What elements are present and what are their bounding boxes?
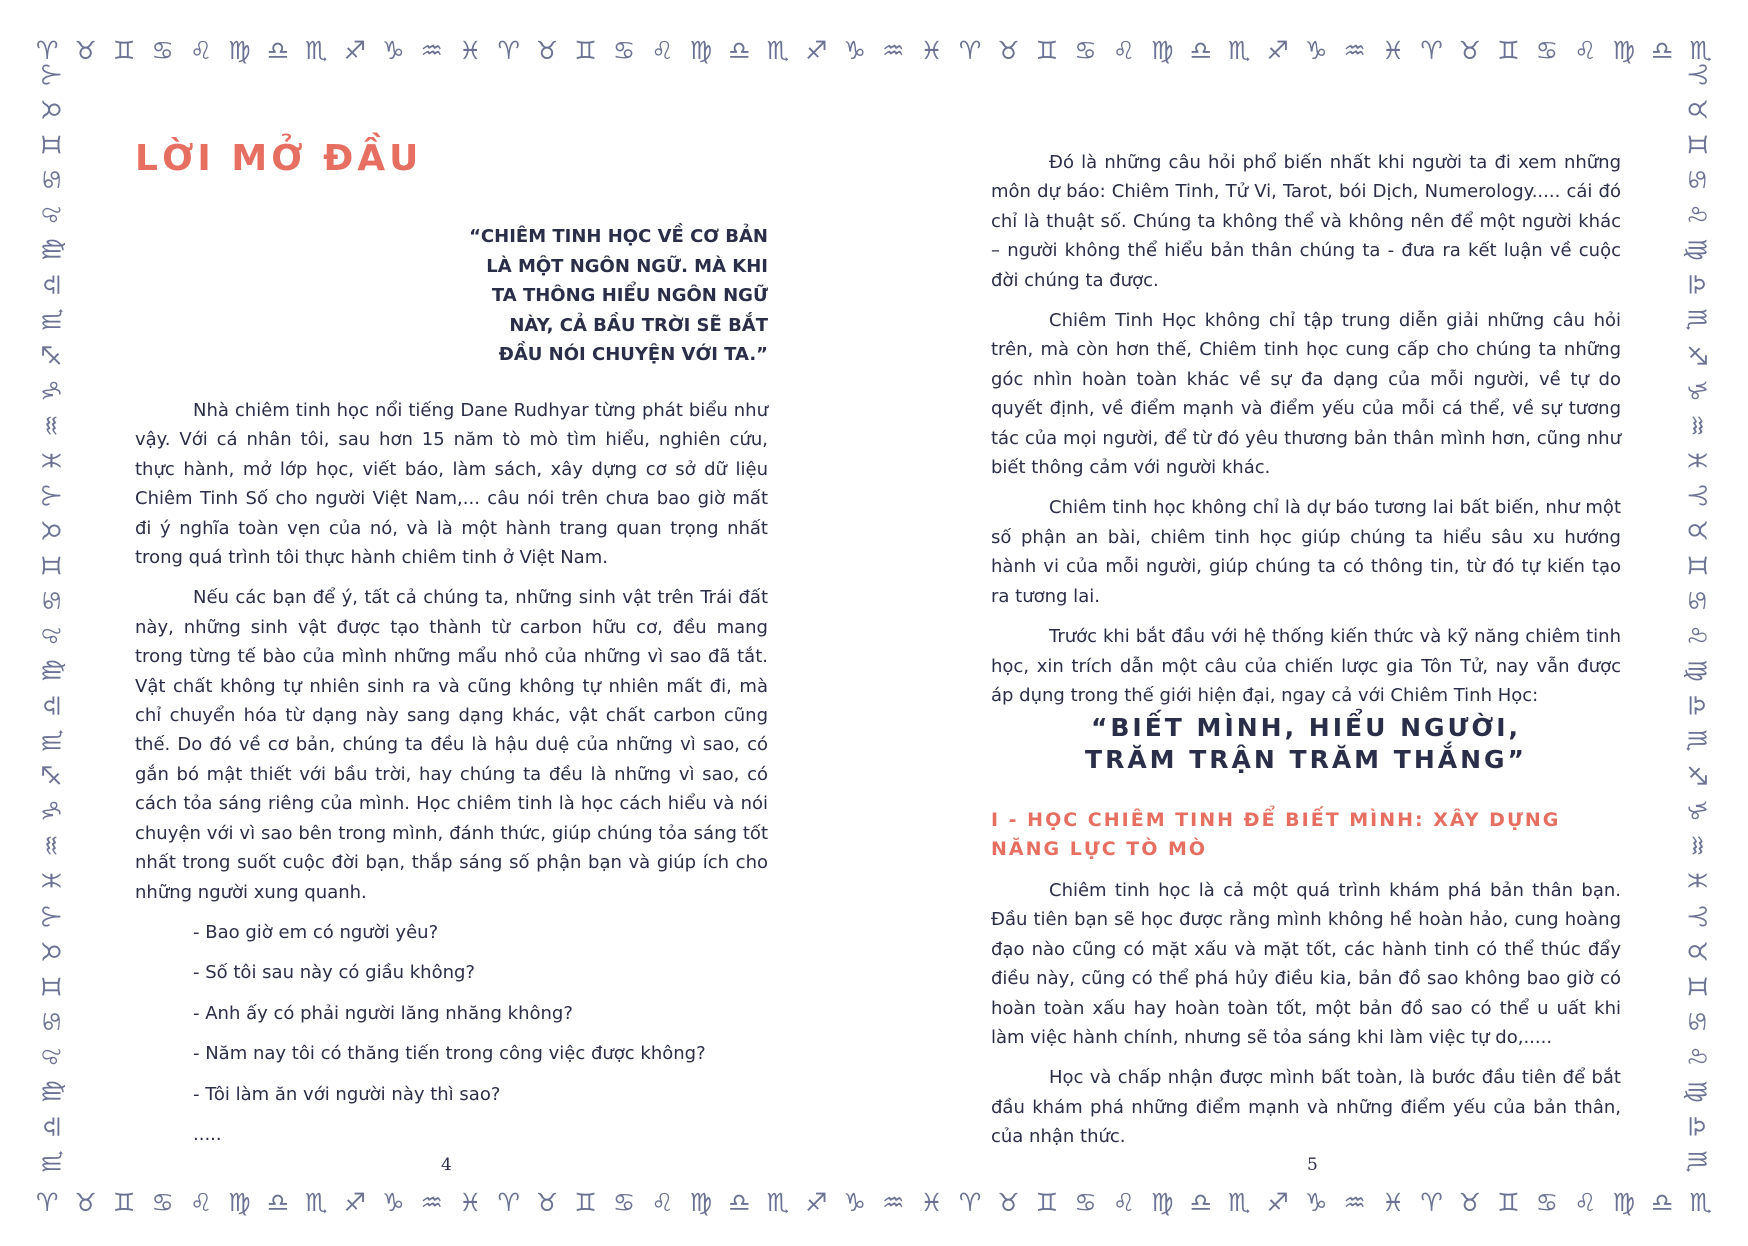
- zodiac-glyph-icon: ♎︎: [37, 273, 67, 297]
- paragraph: Chiêm tinh học là cả một quá trình khám phá bản thân bạn. Đầu tiên bạn sẽ học được rằng mình không hề hoàn hảo, cung hoàng đạo nào cũng có mặt xấu và mặt tốt, các hành tinh có thể thúc đẩy điều này, cũng có thể phá hủy điều kia, bản đồ sao không bao giờ có hoàn toàn xấu hay hoàn toàn tốt, một bản đồ sao có thể u uất khi làm việc hành chính, nhưng sẽ tỏa sáng khi làm việc tự do,.....: [991, 880, 1621, 1049]
- zodiac-border-right: [1677, 62, 1717, 1174]
- zodiac-glyph-icon: ♉︎: [1682, 98, 1712, 121]
- zodiac-glyph-icon: ♎︎: [728, 35, 751, 65]
- zodiac-glyph-icon: ♎︎: [1651, 35, 1674, 65]
- zodiac-glyph-icon: ♋︎: [612, 35, 636, 65]
- zodiac-glyph-icon: ♋︎: [612, 1187, 636, 1217]
- zodiac-border-bottom: [36, 1182, 1712, 1222]
- zodiac-glyph-icon: ♏︎: [305, 1187, 328, 1217]
- zodiac-glyph-icon: ♓︎: [37, 869, 67, 893]
- zodiac-glyph-icon: ♉︎: [997, 1187, 1020, 1217]
- zodiac-glyph-icon: ♒︎: [420, 1187, 443, 1217]
- zodiac-glyph-icon: ♉︎: [37, 519, 67, 542]
- zodiac-glyph-icon: ♓︎: [458, 35, 482, 65]
- zodiac-glyph-icon: ♌︎: [189, 1187, 213, 1217]
- zodiac-glyph-icon: ♌︎: [189, 35, 213, 65]
- zodiac-glyph-icon: ♈︎: [1420, 35, 1443, 65]
- zodiac-glyph-icon: ♋︎: [1074, 1187, 1097, 1217]
- zodiac-glyph-icon: ♒︎: [881, 1187, 905, 1217]
- quote-line: TRĂM TRẬN TRĂM THẮNG”: [1085, 745, 1527, 774]
- epigraph-line: TA THÔNG HIỂU NGÔN NGỮ: [491, 285, 768, 306]
- zodiac-glyph-icon: ♋︎: [1682, 589, 1712, 612]
- zodiac-glyph-icon: ♊︎: [37, 974, 67, 998]
- zodiac-glyph-icon: ♑︎: [1304, 35, 1328, 65]
- zodiac-glyph-icon: ♊︎: [574, 1187, 597, 1217]
- zodiac-glyph-icon: ♍︎: [1612, 35, 1635, 65]
- zodiac-glyph-icon: ♏︎: [1682, 729, 1712, 752]
- paragraph: Chiêm Tinh Học không chỉ tập trung diễn giải những câu hỏi trên, mà còn hơn thế, Chiêm tinh học cung cấp cho chúng ta những góc nhìn hoàn toàn khác về sự đa dạng của mỗi người, về tự do quyết định, về điểm mạnh và điểm yếu của mỗi cá thể, về sự tương tác của mọi người, để từ đó yêu thương bản thân mình hơn, cũng như biết thông cảm với người khác.: [991, 310, 1621, 479]
- zodiac-glyph-icon: ♒︎: [1682, 834, 1712, 858]
- zodiac-glyph-icon: ♋︎: [37, 589, 67, 612]
- question-list: [135, 918, 768, 1149]
- page-number: 4: [441, 1155, 452, 1175]
- zodiac-glyph-icon: ♑︎: [382, 1187, 405, 1217]
- zodiac-glyph-icon: ♈︎: [36, 1187, 59, 1217]
- zodiac-glyph-icon: ♊︎: [37, 554, 67, 577]
- zodiac-glyph-icon: ♉︎: [37, 98, 67, 121]
- zodiac-glyph-icon: ♓︎: [920, 1187, 943, 1217]
- zodiac-glyph-icon: ♌︎: [1682, 1045, 1712, 1068]
- zodiac-glyph-icon: ♏︎: [766, 1187, 790, 1217]
- zodiac-glyph-icon: ♓︎: [458, 1187, 482, 1217]
- zodiac-glyph-icon: ♊︎: [37, 133, 67, 156]
- zodiac-glyph-icon: ♎︎: [1189, 35, 1213, 65]
- zodiac-glyph-icon: ♓︎: [1682, 869, 1712, 893]
- zodiac-glyph-icon: ♊︎: [112, 35, 136, 65]
- zodiac-glyph-icon: ♒︎: [37, 834, 67, 858]
- zodiac-glyph-icon: ♈︎: [1682, 484, 1712, 507]
- zodiac-glyph-icon: ♑︎: [1682, 378, 1712, 402]
- zodiac-glyph-icon: ♑︎: [382, 35, 405, 65]
- zodiac-glyph-icon: ♒︎: [881, 35, 905, 65]
- zodiac-glyph-icon: ♉︎: [997, 35, 1020, 65]
- zodiac-glyph-icon: ♈︎: [958, 35, 982, 65]
- zodiac-glyph-icon: ♎︎: [37, 694, 67, 717]
- page-number: 5: [1307, 1155, 1318, 1175]
- zodiac-glyph-icon: ♈︎: [1682, 63, 1712, 86]
- paragraph: Chiêm tinh học không chỉ là dự báo tương lai bất biến, như một số phận an bài, chiêm tinh học giúp chúng ta hiểu sâu xu hướng hành vi của mỗi người, giúp chúng ta có thông tin, từ đó tự kiến tạo ra tương lai.: [991, 497, 1621, 607]
- zodiac-glyph-icon: ♉︎: [535, 1187, 559, 1217]
- zodiac-glyph-icon: ♋︎: [37, 1009, 67, 1033]
- zodiac-glyph-icon: ♎︎: [1682, 1115, 1712, 1138]
- zodiac-glyph-icon: ♍︎: [1682, 659, 1712, 682]
- zodiac-border-top: [36, 30, 1712, 70]
- zodiac-glyph-icon: ♎︎: [266, 35, 290, 65]
- epigraph-line: ĐẦU NÓI CHUYỆN VỚI TA.”: [498, 344, 768, 365]
- zodiac-glyph-icon: ♐︎: [805, 35, 828, 65]
- question-item: - Năm nay tôi có thăng tiến trong công việc được không?: [193, 1043, 706, 1065]
- zodiac-glyph-icon: ♈︎: [37, 63, 67, 86]
- zodiac-glyph-icon: ♓︎: [1381, 1187, 1405, 1217]
- zodiac-glyph-icon: ♐︎: [37, 764, 67, 787]
- zodiac-glyph-icon: ♎︎: [728, 1187, 751, 1217]
- question-item: .....: [193, 1123, 222, 1145]
- zodiac-glyph-icon: ♐︎: [1682, 343, 1712, 367]
- zodiac-glyph-icon: ♐︎: [343, 1187, 367, 1217]
- zodiac-glyph-icon: ♎︎: [37, 1115, 67, 1138]
- zodiac-glyph-icon: ♑︎: [843, 1187, 866, 1217]
- zodiac-glyph-icon: ♊︎: [1035, 35, 1059, 65]
- zodiac-glyph-icon: ♋︎: [37, 168, 67, 191]
- zodiac-glyph-icon: ♐︎: [1266, 1187, 1289, 1217]
- zodiac-glyph-icon: ♍︎: [1151, 1187, 1174, 1217]
- zodiac-glyph-icon: ♉︎: [74, 35, 97, 65]
- zodiac-glyph-icon: ♉︎: [1682, 939, 1712, 963]
- zodiac-glyph-icon: ♍︎: [689, 1187, 713, 1217]
- zodiac-glyph-icon: ♈︎: [497, 1187, 520, 1217]
- zodiac-glyph-icon: ♏︎: [1689, 1187, 1712, 1217]
- zodiac-glyph-icon: ♌︎: [1112, 35, 1136, 65]
- zodiac-glyph-icon: ♌︎: [1112, 1187, 1136, 1217]
- zodiac-glyph-icon: ♈︎: [497, 35, 520, 65]
- zodiac-glyph-icon: ♉︎: [1458, 1187, 1482, 1217]
- zodiac-glyph-icon: ♉︎: [1458, 35, 1482, 65]
- zodiac-glyph-icon: ♓︎: [1381, 35, 1405, 65]
- zodiac-glyph-icon: ♑︎: [37, 378, 67, 402]
- zodiac-glyph-icon: ♏︎: [1682, 1150, 1712, 1173]
- zodiac-glyph-icon: ♒︎: [1682, 413, 1712, 437]
- zodiac-glyph-icon: ♏︎: [305, 35, 328, 65]
- question-item: - Số tôi sau này có giầu không?: [193, 962, 475, 984]
- zodiac-glyph-icon: ♌︎: [1682, 624, 1712, 647]
- zodiac-glyph-icon: ♉︎: [1682, 519, 1712, 542]
- zodiac-glyph-icon: ♍︎: [228, 1187, 251, 1217]
- zodiac-glyph-icon: ♐︎: [37, 343, 67, 367]
- zodiac-glyph-icon: ♐︎: [1682, 764, 1712, 787]
- zodiac-glyph-icon: ♐︎: [805, 1187, 828, 1217]
- zodiac-glyph-icon: ♈︎: [36, 35, 59, 65]
- zodiac-glyph-icon: ♊︎: [1035, 1187, 1059, 1217]
- zodiac-glyph-icon: ♏︎: [37, 729, 67, 752]
- paragraph: Nhà chiêm tinh học nổi tiếng Dane Rudhyar từng phát biểu như vậy. Với cá nhân tôi, sau hơn 15 năm tò mò tìm hiểu, nghiên cứu, thực hành, mở lớp học, viết báo, làm sách, xây dựng cơ sở dữ liệu Chiêm Tinh Số cho người Việt Nam,... câu nói trên chưa bao giờ mất đi ý nghĩa toàn vẹn của nó, và là một hành trang quan trọng nhất trong quá trình tôi thực hành chiêm tinh ở Việt Nam.: [135, 400, 768, 569]
- zodiac-glyph-icon: ♍︎: [689, 35, 713, 65]
- zodiac-glyph-icon: ♉︎: [37, 939, 67, 963]
- zodiac-glyph-icon: ♊︎: [1682, 133, 1712, 156]
- zodiac-glyph-icon: ♌︎: [37, 1045, 67, 1068]
- zodiac-glyph-icon: ♈︎: [958, 1187, 982, 1217]
- zodiac-glyph-icon: ♍︎: [1151, 35, 1174, 65]
- zodiac-glyph-icon: ♑︎: [1304, 1187, 1328, 1217]
- zodiac-glyph-icon: ♋︎: [1535, 1187, 1559, 1217]
- zodiac-glyph-icon: ♑︎: [37, 799, 67, 823]
- zodiac-glyph-icon: ♓︎: [920, 35, 943, 65]
- sun-tzu-quote: [991, 712, 1621, 776]
- zodiac-glyph-icon: ♋︎: [1074, 35, 1097, 65]
- right-body-top: [991, 148, 1621, 721]
- zodiac-glyph-icon: ♈︎: [1682, 904, 1712, 928]
- zodiac-glyph-icon: ♊︎: [574, 35, 597, 65]
- zodiac-glyph-icon: ♌︎: [1574, 1187, 1597, 1217]
- chapter-title: LỜI MỞ ĐẦU: [135, 138, 423, 179]
- paragraph: Trước khi bắt đầu với hệ thống kiến thức và kỹ năng chiêm tinh học, xin trích dẫn một câu của chiến lược gia Tôn Tử, nay vẫn được áp dụng trong thế giới hiện đại, ngay cả với Chiêm Tinh Học:: [991, 626, 1621, 706]
- zodiac-glyph-icon: ♐︎: [1266, 35, 1289, 65]
- zodiac-glyph-icon: ♑︎: [1682, 799, 1712, 823]
- paragraph: Đó là những câu hỏi phổ biến nhất khi người ta đi xem những môn dự báo: Chiêm Tinh, Tử Vi, Tarot, bói Dịch, Numerology..... cái đó chỉ là thuật số. Chúng ta không thể và không nên để một người khác – người không thể hiểu bản thân chúng ta - đưa ra kết luận về cuộc đời chúng ta được.: [991, 152, 1621, 291]
- right-body-bottom: [991, 876, 1621, 1163]
- question-item: - Anh ấy có phải người lăng nhăng không?: [193, 1002, 573, 1024]
- zodiac-glyph-icon: ♌︎: [651, 35, 674, 65]
- zodiac-glyph-icon: ♍︎: [37, 238, 67, 262]
- zodiac-glyph-icon: ♒︎: [1343, 1187, 1366, 1217]
- zodiac-glyph-icon: ♒︎: [37, 413, 67, 437]
- zodiac-glyph-icon: ♈︎: [37, 904, 67, 928]
- zodiac-glyph-icon: ♋︎: [1682, 168, 1712, 191]
- zodiac-glyph-icon: ♎︎: [1189, 1187, 1213, 1217]
- question-item: - Bao giờ em có người yêu?: [193, 921, 439, 943]
- zodiac-glyph-icon: ♋︎: [151, 35, 174, 65]
- epigraph-quote: [408, 222, 768, 370]
- zodiac-glyph-icon: ♏︎: [1682, 308, 1712, 332]
- zodiac-glyph-icon: ♓︎: [37, 448, 67, 472]
- zodiac-glyph-icon: ♉︎: [74, 1187, 97, 1217]
- zodiac-glyph-icon: ♊︎: [1497, 35, 1520, 65]
- question-item: - Tôi làm ăn với người này thì sao?: [193, 1083, 501, 1105]
- zodiac-glyph-icon: ♎︎: [1682, 273, 1712, 297]
- zodiac-glyph-icon: ♋︎: [151, 1187, 174, 1217]
- zodiac-glyph-icon: ♍︎: [228, 35, 251, 65]
- zodiac-glyph-icon: ♋︎: [1682, 1009, 1712, 1033]
- zodiac-glyph-icon: ♊︎: [112, 1187, 136, 1217]
- zodiac-glyph-icon: ♌︎: [1574, 35, 1597, 65]
- zodiac-glyph-icon: ♍︎: [37, 1080, 67, 1103]
- zodiac-border-left: [32, 62, 72, 1174]
- zodiac-glyph-icon: ♎︎: [266, 1187, 290, 1217]
- zodiac-glyph-icon: ♑︎: [843, 35, 866, 65]
- zodiac-glyph-icon: ♊︎: [1682, 554, 1712, 577]
- zodiac-glyph-icon: ♊︎: [1682, 974, 1712, 998]
- zodiac-glyph-icon: ♌︎: [651, 1187, 674, 1217]
- zodiac-glyph-icon: ♈︎: [37, 484, 67, 507]
- zodiac-glyph-icon: ♋︎: [1535, 35, 1559, 65]
- zodiac-glyph-icon: ♏︎: [1228, 1187, 1251, 1217]
- section-heading: I - HỌC CHIÊM TINH ĐỂ BIẾT MÌNH: XÂY DỰNG NĂNG LỰC TÒ MÒ: [991, 809, 1561, 860]
- zodiac-glyph-icon: ♉︎: [535, 35, 559, 65]
- zodiac-glyph-icon: ♒︎: [1343, 35, 1366, 65]
- zodiac-glyph-icon: ♏︎: [766, 35, 790, 65]
- zodiac-glyph-icon: ♍︎: [1682, 238, 1712, 262]
- zodiac-glyph-icon: ♎︎: [1682, 694, 1712, 717]
- zodiac-glyph-icon: ♎︎: [1651, 1187, 1674, 1217]
- zodiac-glyph-icon: ♊︎: [1497, 1187, 1520, 1217]
- zodiac-glyph-icon: ♒︎: [420, 35, 443, 65]
- zodiac-glyph-icon: ♌︎: [37, 624, 67, 647]
- zodiac-glyph-icon: ♍︎: [37, 659, 67, 682]
- zodiac-glyph-icon: ♐︎: [343, 35, 367, 65]
- zodiac-glyph-icon: ♏︎: [1228, 35, 1251, 65]
- zodiac-glyph-icon: ♏︎: [1689, 35, 1712, 65]
- paragraph: Nếu các bạn để ý, tất cả chúng ta, những sinh vật trên Trái đất này, những sinh vật được tạo thành từ carbon hữu cơ, đều mang trong từng tế bào của mình những mẩu nhỏ của những vì sao đã tắt. Vật chất không tự nhiên sinh ra và cũng không tự nhiên mất đi, mà chỉ chuyển hóa từ dạng này sang dạng khác, vật chất carbon cũng thế. Do đó về cơ bản, chúng ta đều là hậu duệ của những vì sao, có gắn bó mật thiết với bầu trời, hay chúng ta đều là những vì sao, có cách tỏa sáng riêng của mình. Học chiêm tinh là học cách hiểu và nói chuyện với vì sao bên trong mình, đánh thức, giúp chúng tỏa sáng tốt nhất trong suốt cuộc đời bạn, thắp sáng số phận bạn và giúp ích cho những người xung quanh.: [135, 587, 768, 903]
- zodiac-glyph-icon: ♌︎: [37, 203, 67, 226]
- zodiac-glyph-icon: ♏︎: [37, 1150, 67, 1173]
- zodiac-glyph-icon: ♍︎: [1682, 1080, 1712, 1103]
- zodiac-glyph-icon: ♍︎: [1612, 1187, 1635, 1217]
- epigraph-line: “CHIÊM TINH HỌC VỀ CƠ BẢN: [469, 226, 768, 247]
- zodiac-glyph-icon: ♏︎: [37, 308, 67, 332]
- left-body: [135, 396, 768, 1160]
- paragraph: Học và chấp nhận được mình bất toàn, là bước đầu tiên để bắt đầu khám phá những điểm mạnh và những điểm yếu của bản thân, của nhận thức.: [991, 1067, 1621, 1148]
- epigraph-line: NÀY, CẢ BẦU TRỜI SẼ BẮT: [509, 314, 768, 336]
- zodiac-glyph-icon: ♌︎: [1682, 203, 1712, 226]
- epigraph-line: LÀ MỘT NGÔN NGỮ. MÀ KHI: [486, 255, 768, 277]
- zodiac-glyph-icon: ♓︎: [1682, 448, 1712, 472]
- zodiac-glyph-icon: ♈︎: [1420, 1187, 1443, 1217]
- quote-line: “BIẾT MÌNH, HIỂU NGƯỜI,: [1090, 713, 1522, 742]
